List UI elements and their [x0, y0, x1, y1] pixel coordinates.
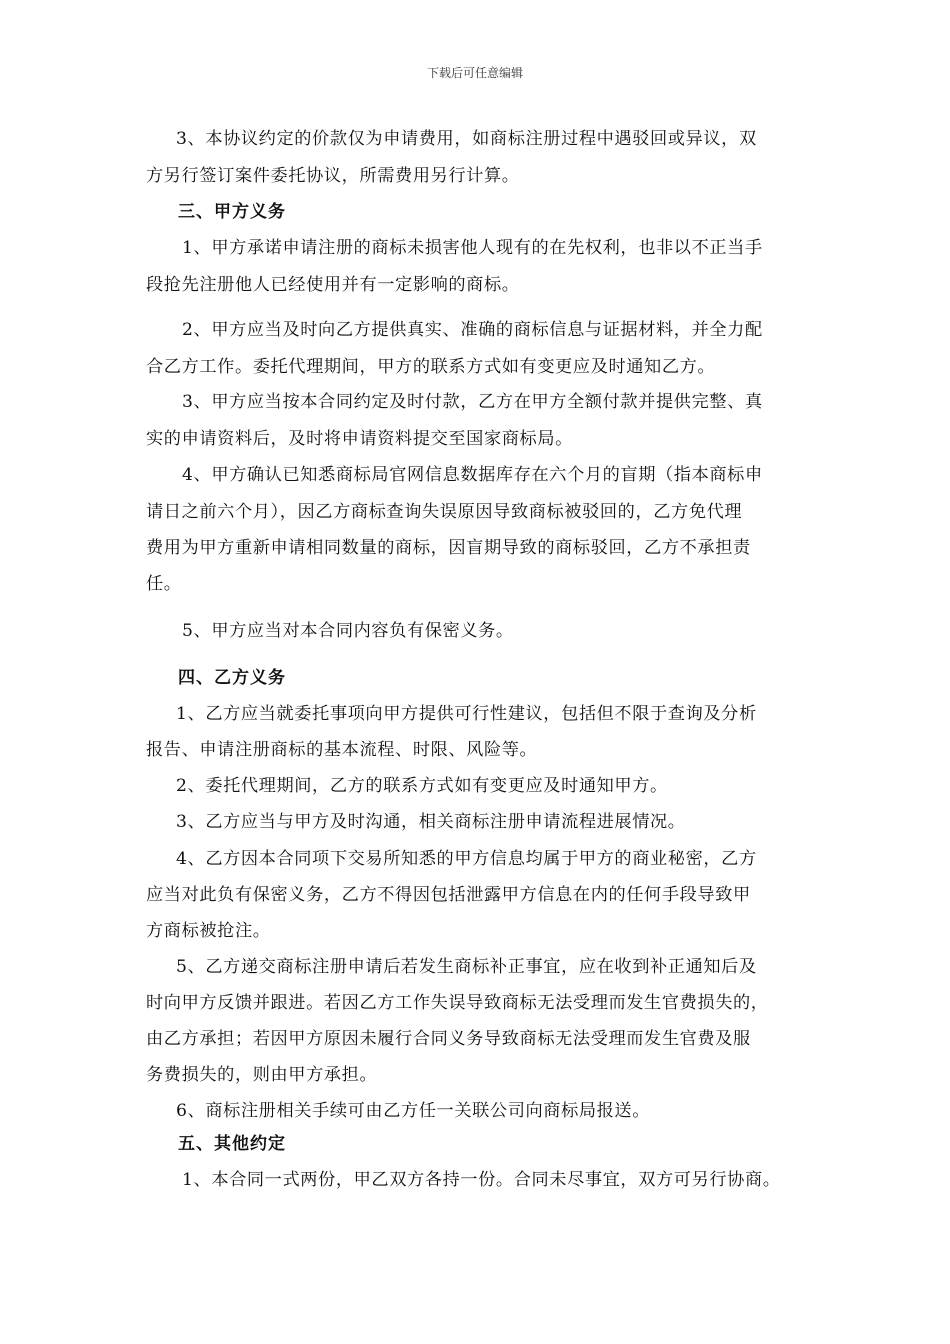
text-line: 3、本协议约定的价款仅为申请费用，如商标注册过程中遇驳回或异议，双 — [176, 129, 757, 149]
text-line: 合乙方工作。委托代理期间，甲方的联系方式如有变更应及时通知乙方。 — [146, 357, 716, 377]
text-line: 1、甲方承诺申请注册的商标未损害他人现有的在先权利，也非以不正当手 — [182, 238, 763, 258]
text-line: 3、乙方应当与甲方及时沟通，相关商标注册申请流程进展情况。 — [176, 812, 686, 832]
text-line: 1、本合同一式两份，甲乙双方各持一份。合同未尽事宜，双方可另行协商。 — [182, 1170, 781, 1190]
text-line: 段抢先注册他人已经使用并有一定影响的商标。 — [146, 275, 520, 295]
text-line: 2、委托代理期间，乙方的联系方式如有变更应及时通知甲方。 — [176, 776, 668, 796]
text-line: 任。 — [146, 574, 182, 594]
text-line: 5、乙方递交商标注册申请后若发生商标补正事宜，应在收到补正通知后及 — [176, 957, 757, 977]
text-line: 4、甲方确认已知悉商标局官网信息数据库存在六个月的盲期（指本商标申 — [182, 465, 763, 485]
text-line: 6、商标注册相关手续可由乙方任一关联公司向商标局报送。 — [176, 1101, 651, 1121]
text-line: 请日之前六个月），因乙方商标查询失误原因导致商标被驳回的，乙方免代理 — [146, 502, 743, 522]
text-line: 5、甲方应当对本合同内容负有保密义务。 — [182, 621, 514, 641]
text-line: 费用为甲方重新申请相同数量的商标，因盲期导致的商标驳回，乙方不承担责 — [146, 538, 751, 558]
text-line: 2、甲方应当及时向乙方提供真实、准确的商标信息与证据材料，并全力配 — [182, 320, 763, 340]
text-line: 1、乙方应当就委托事项向甲方提供可行性建议，包括但不限于查询及分析 — [176, 704, 757, 724]
text-line: 时向甲方反馈并跟进。若因乙方工作失误导致商标无法受理而发生官费损失的， — [146, 993, 769, 1013]
text-line: 务费损失的，则由甲方承担。 — [146, 1065, 378, 1085]
text-line: 3、甲方应当按本合同约定及时付款，乙方在甲方全额付款并提供完整、真 — [182, 392, 763, 412]
text-line: 4、乙方因本合同项下交易所知悉的甲方信息均属于甲方的商业秘密，乙方 — [176, 849, 757, 869]
page-header: 下载后可任意编辑 — [426, 66, 523, 80]
text-line: 报告、申请注册商标的基本流程、时限、风险等。 — [146, 740, 538, 760]
text-line: 应当对此负有保密义务，乙方不得因包括泄露甲方信息在内的任何手段导致甲 — [146, 885, 751, 905]
section-heading: 四、乙方义务 — [178, 668, 286, 688]
text-line: 方另行签订案件委托协议，所需费用另行计算。 — [146, 166, 520, 186]
section-heading: 五、其他约定 — [178, 1134, 286, 1154]
section-heading: 三、甲方义务 — [178, 202, 286, 222]
text-line: 方商标被抢注。 — [146, 921, 271, 941]
text-line: 实的申请资料后，及时将申请资料提交至国家商标局。 — [146, 429, 573, 449]
text-line: 由乙方承担；若因甲方原因未履行合同义务导致商标无法受理而发生官费及服 — [146, 1029, 751, 1049]
